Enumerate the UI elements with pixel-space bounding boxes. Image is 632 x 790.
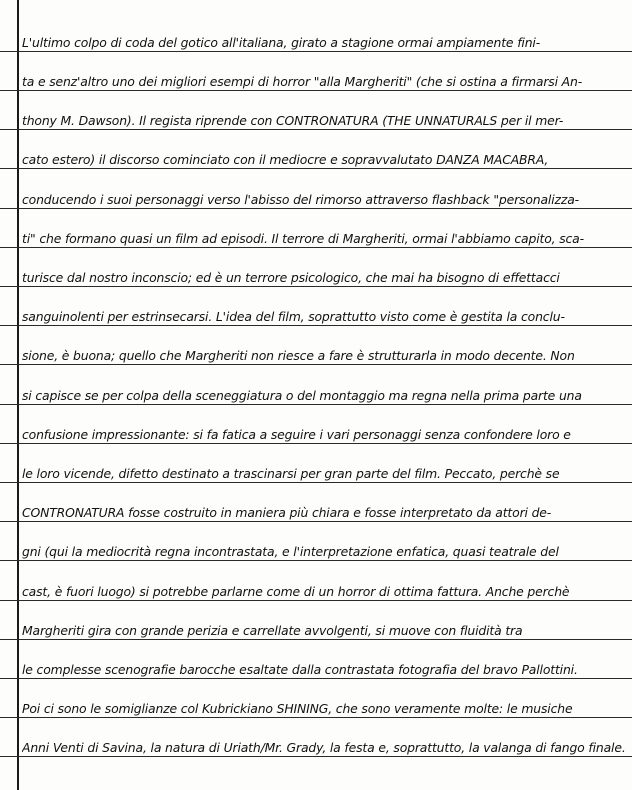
text-line: turisce dal nostro inconscio; ed è un terrore psicologico, che mai ha bisogno di effettacci [22,270,560,285]
text-line: sanguinolenti per estrinsecarsi. L'idea del film, soprattutto visto come è gestita la conclu- [22,309,565,324]
text-line: ta e senz'altro uno dei migliori esempi di horror "alla Margheriti" (che si ostina a firmarsi An- [22,74,583,89]
text-line: Poi ci sono le somiglianze col Kubrickiano SHINING, che sono veramente molte: le musiche [22,701,573,716]
text-line: si capisce se per colpa della sceneggiatura o del montaggio ma regna nella prima parte una [22,388,582,403]
text-line: thony M. Dawson). Il regista riprende con CONTRONATURA (THE UNNATURALS per il mer- [22,113,564,128]
text-line: le loro vicende, difetto destinato a trascinarsi per gran parte del film. Peccato, perchè se [22,466,560,481]
margin-line [17,0,19,790]
text-line: CONTRONATURA fosse costruito in maniera più chiara e fosse interpretato da attori de- [22,505,552,520]
text-line: sione, è buona; quello che Margheriti non riesce a fare è strutturarla in modo decente. Non [22,348,575,363]
text-line: ti" che formano quasi un film ad episodi. Il terrore di Margheriti, ormai l'abbiamo capito, sca- [22,231,584,246]
text-line: cato estero) il discorso cominciato con il mediocre e sopravvalutato DANZA MACABRA, [22,152,549,167]
text-line: confusione impressionante: si fa fatica a seguire i vari personaggi senza confondere loro e [22,427,571,442]
text-line: conducendo i suoi personaggi verso l'abisso del rimorso attraverso flashback "personalizza- [22,192,579,207]
text-line: gni (qui la mediocrità regna incontrastata, e l'interpretazione enfatica, quasi teatrale del [22,544,559,559]
text-line: le complesse scenografie barocche esaltate dalla contrastata fotografia del bravo Pallottini. [22,662,578,677]
text-line: Anni Venti di Savina, la natura di Uriath/Mr. Grady, la festa e, soprattutto, la valanga di fango finale. [22,740,626,755]
text-line: Margheriti gira con grande perizia e carrellate avvolgenti, si muove con fluidità tra [22,623,523,638]
text-line: L'ultimo colpo di coda del gotico all'italiana, girato a stagione ormai ampiamente fini- [22,35,541,50]
text-line: cast, è fuori luogo) si potrebbe parlarne come di un horror di ottima fattura. Anche perchè [22,584,570,599]
